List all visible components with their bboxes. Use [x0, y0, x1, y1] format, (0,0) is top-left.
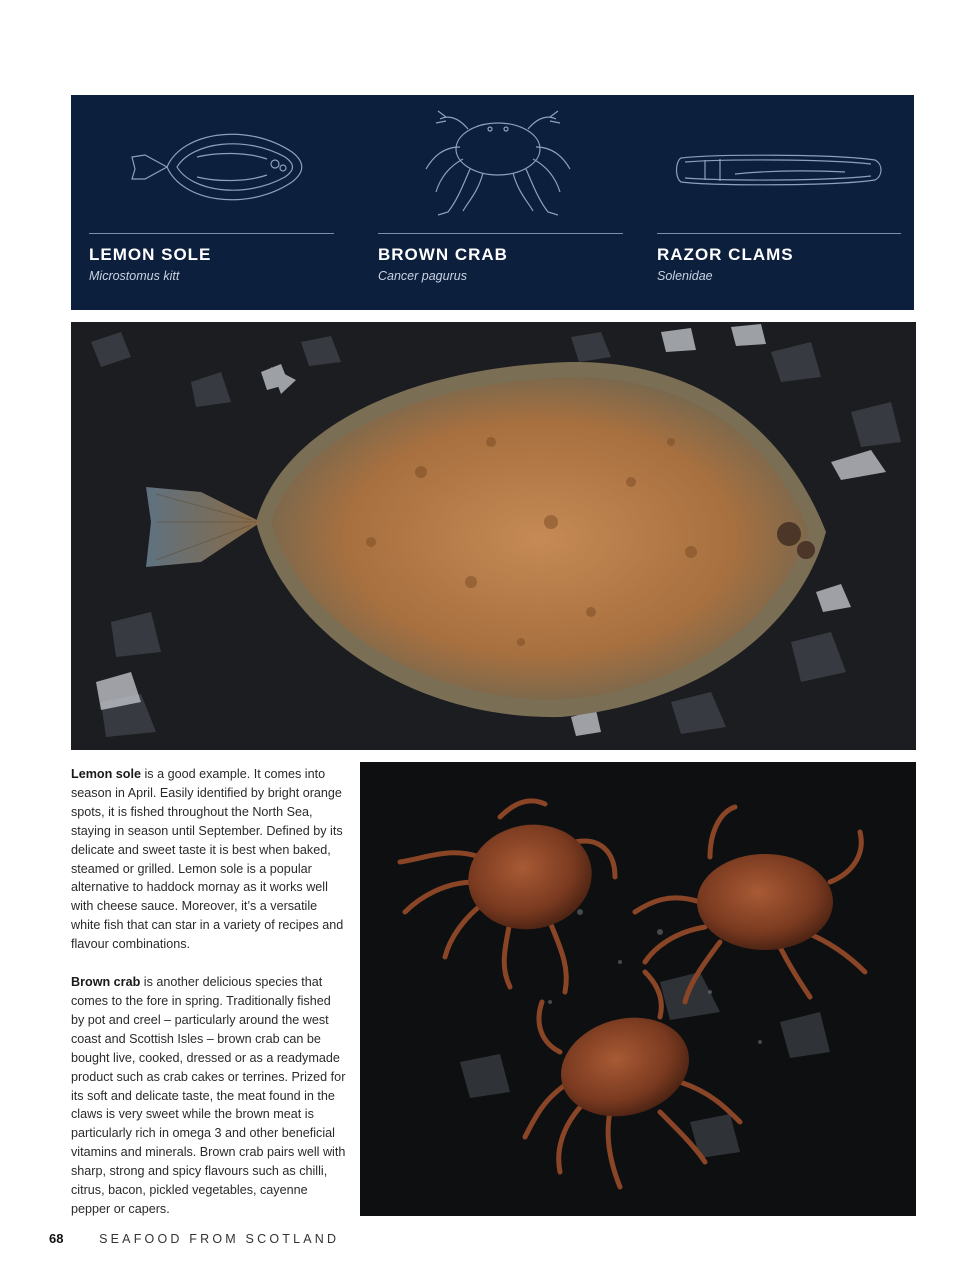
species-latin-name: Solenidae: [657, 269, 713, 283]
species-razor-clams: [657, 95, 901, 310]
paragraph-brown-crab: [71, 973, 346, 1219]
species-lemon-sole: [89, 95, 334, 310]
species-brown-crab: [378, 95, 623, 310]
species-name: RAZOR CLAMS: [657, 245, 794, 264]
divider: [657, 233, 901, 234]
crab-icon: [418, 107, 578, 222]
flatfish-icon: [127, 117, 307, 217]
species-latin-name: Cancer pagurus: [378, 269, 467, 283]
page-footer: [49, 1231, 339, 1251]
divider: [89, 233, 334, 234]
lead-term: Lemon sole: [71, 767, 141, 781]
species-name: LEMON SOLE: [89, 245, 212, 264]
publication-title: SEAFOOD FROM SCOTLAND: [99, 1232, 340, 1246]
paragraph-lemon-sole: [71, 765, 346, 954]
lead-term: Brown crab: [71, 975, 141, 990]
razor-clam-icon: [675, 150, 885, 190]
article-body: [71, 765, 346, 1238]
paragraph-text: is a good example. It comes into season in April. Easily identified by bright orange spots, it is fished throughout the North Sea, staying in season until September. Defined by its delicate and sweet taste it is best when baked, steamed or grilled. Lemon sole is a popular alternative to haddock mornay as it works well with cheese sauce. Moreover, it’s a versatile white fish that can star in a variety of recipes and flavour combinations.: [71, 767, 344, 952]
species-latin-name: Microstomus kitt: [89, 269, 180, 283]
species-name: BROWN CRAB: [378, 245, 508, 264]
lemon-sole-photo: [71, 322, 916, 750]
brown-crab-photo: [360, 762, 916, 1216]
divider: [378, 233, 623, 234]
page-number: 68: [49, 1231, 64, 1246]
paragraph-text: is another delicious species that comes to the fore in spring. Traditionally fished by pot and creel – particularly around the west coast and Scottish Isles – brown crab can be bought live, cooked, dressed or as a readymade product such as crab cakes or terrines. Prized for its soft and delicate taste, the meat found in the claws is very sweet while the brown meat is particularly rich in omega 3 and other beneficial vitamins and minerals. Brown crab pairs well with sharp, strong and spicy flavours such as chilli, citrus, bacon, pickled vegetables, cayenne pepper or capers.: [71, 975, 346, 1216]
species-panel: [71, 95, 914, 310]
